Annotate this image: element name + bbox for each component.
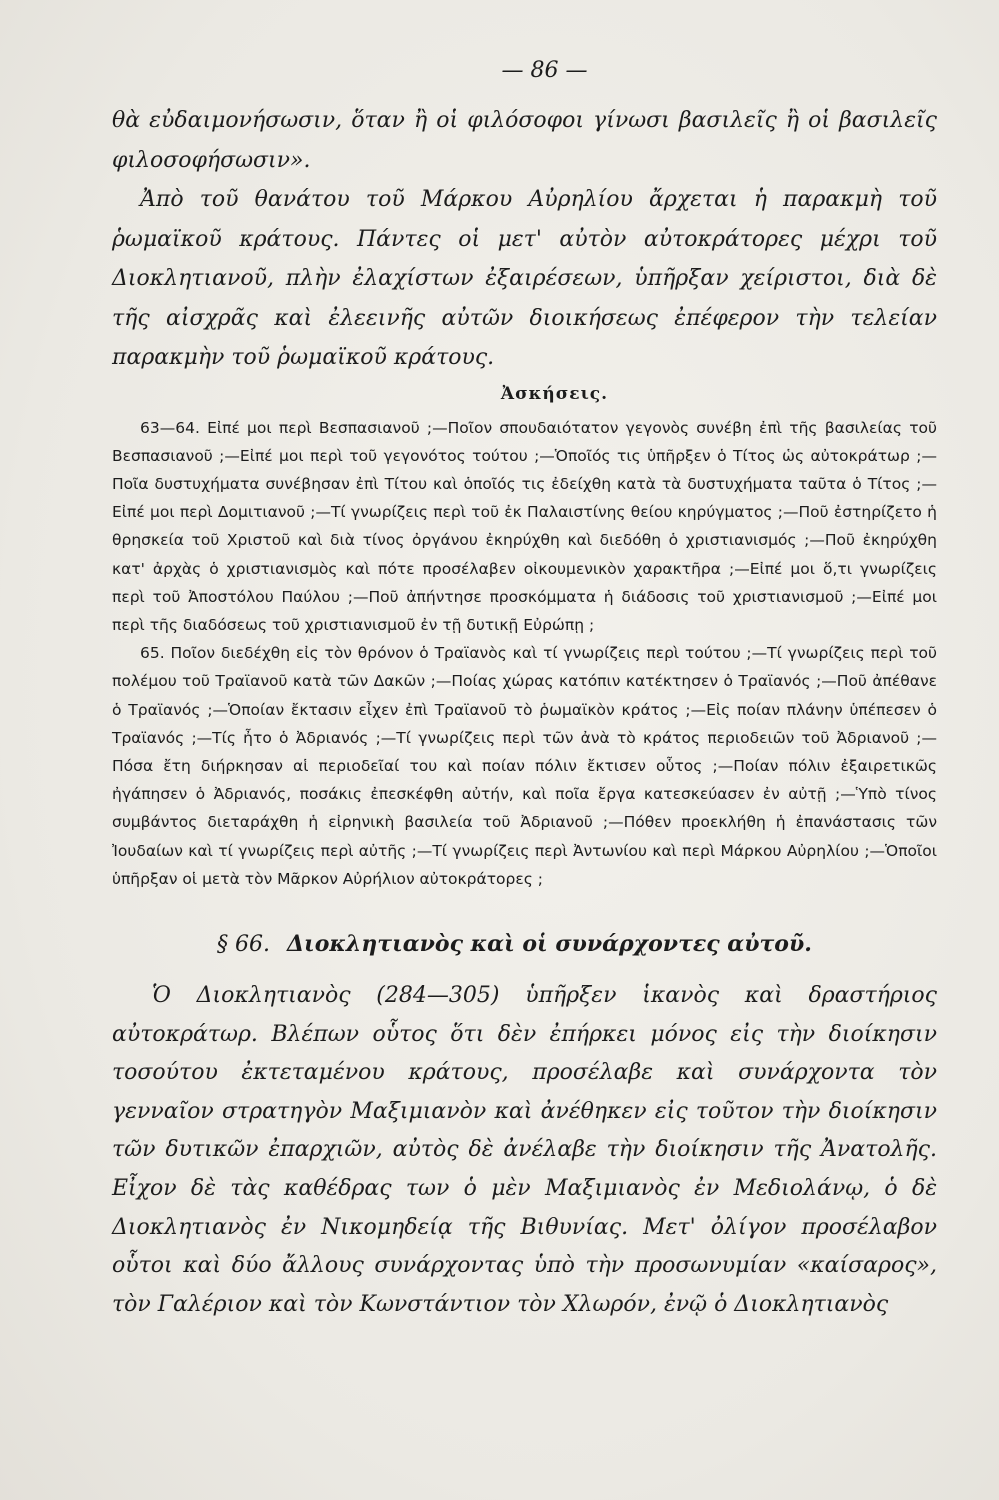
section-body: Ὁ Διοκλητιανὸς (284—305) ὑπῆρξεν ἱκανὸς καὶ δραστήριος αὐτοκράτωρ. Βλέπων οὗτος ὅτι δὲν ἐπήρκει μόνος εἰς τὴν διοίκησιν τοσούτου ἐκτεταμένου κράτους, προσέλαβε καὶ συνάρχοντα τὸν γενναῖον στρατηγὸν Μαξιμιανὸν καὶ ἀνέθηκεν εἰς τοῦτον τὴν διοίκησιν τῶν δυτικῶν ἐπαρχιῶν, αὐτὸς δὲ ἀνέλαβε τὴν διοίκησιν τῆς Ἀνατολῆς. Εἶχον δὲ τὰς καθέδρας των ὁ μὲν Μαξιμιανὸς ἐν Μεδιολάνῳ, ὁ δὲ Διοκλητιανὸς ἐν Νικομηδείᾳ τῆς Βιθυνίας. Μετ' ὀλίγον προσέλαβον οὗτοι καὶ δύο ἄλλους συνάρχοντας ὑπὸ τὴν προσωνυμίαν «καίσαρος», τὸν Γαλέριον καὶ τὸν Κωνστάντιον τὸν Χλωρόν, ἐνῷ ὁ Διοκλητιανὸς [112,982,937,1317]
exercise-paragraph: 65. Ποῖον διεδέχθη εἰς τὸν θρόνον ὁ Τραϊανὸς καὶ τί γνωρίζεις περὶ τούτου ;—Τί γνωρίζεις περὶ τοῦ πολέμου τοῦ Τραϊανοῦ κατὰ τῶν Δακῶν ;—Ποίας χώρας κατόπιν κατέκτησεν ὁ Τραϊανός ;—Ποῦ ἀπέθανε ὁ Τραϊανός ;—Ὁποίαν ἔκτασιν εἶχεν ἐπὶ Τραϊανοῦ τὸ ῥωμαϊκὸν κράτος ;—Εἰς ποίαν πλάνην ὑπέπεσεν ὁ Τραϊανός ;—Τίς ἦτο ὁ Ἀδριανός ;—Τί γνωρίζεις περὶ τῶν ἀνὰ τὸ κράτος περιοδειῶν τοῦ Ἀδριανοῦ ;—Πόσα ἔτη διήρκησαν αἱ περιοδεῖαί του καὶ ποίαν πόλιν ἔκτισεν οὗτος ;—Ποίαν πόλιν ἐξαιρετικῶς ἠγάπησεν ὁ Ἀδριανός, ποσάκις ἐπεσκέφθη αὐτήν, καὶ ποῖα ἔργα κατεσκεύασεν ἐν αὐτῇ ;—Ὑπὸ τίνος συμβάντος διεταράχθη ἡ εἰρηνικὴ βασιλεία τοῦ Ἀδριανοῦ ;—Πόθεν προεκλήθη ἡ ἐπανάστασις τῶν Ἰουδαίων καὶ τί γνωρίζεις περὶ αὐτῆς ;—Τί γνωρίζεις περὶ Ἀντωνίου καὶ περὶ Μάρκου Αὐρηλίου ;—Ὁποῖοι ὑπῆρξαν οἱ μετὰ τὸν Μᾶρκον Αὐρήλιον αὐτοκράτορες ; [112,644,937,888]
section-heading [217,931,937,957]
section-title: Διοκλητιανὸς καὶ οἱ συνάρχοντες αὐτοῦ. [286,930,812,957]
section-number: § 66. [217,931,270,957]
exercise-paragraph: 63—64. Εἰπέ μοι περὶ Βεσπασιανοῦ ;—Ποῖον σπουδαιότατον γεγονὸς συνέβη ἐπὶ τῆς βασιλείας τοῦ Βεσπασιανοῦ ;—Εἰπέ μοι περὶ τοῦ γεγονότος τούτου ;—Ὁποῖός τις ὑπῆρξεν ὁ Τίτος ὡς αὐτοκράτωρ ;—Ποῖα δυστυχήματα συνέβησαν ἐπὶ Τίτου καὶ ὁποῖός τις ἐδείχθη κατὰ τὰ δυστυχήματα ταῦτα ὁ Τίτος ;—Εἰπέ μοι περὶ Δομιτιανοῦ ;—Τί γνωρίζεις περὶ τοῦ ἐκ Παλαιστίνης θείου κηρύγματος ;—Ποῦ ἐστηρίζετο ἡ θρησκεία τοῦ Χριστοῦ καὶ διὰ τίνος ὀργάνου ἐκηρύχθη καὶ διεδόθη ὁ χριστιανισμός ;—Ποῦ ἐκηρύχθη κατ' ἀρχὰς ὁ χριστιανισμὸς καὶ πότε προσέλαβεν οἰκουμενικὸν χαρακτῆρα ;—Εἰπέ μοι ὅ,τι γνωρίζεις περὶ τοῦ Ἀποστόλου Παύλου ;—Ποῦ ἀπήντησε προσκόμματα ἡ διάδοσις τοῦ χριστιανισμοῦ ;—Εἰπέ μοι περὶ τῆς διαδόσεως τοῦ χριστιανισμοῦ ἐν τῇ δυτικῇ Εὐρώπῃ ; [112,418,937,634]
intro-paragraph: θὰ εὐδαιμονήσωσιν, ὅταν ἢ οἱ φιλόσοφοι γίνωσι βασιλεῖς ἢ οἱ βασιλεῖς φιλοσοφήσωσιν». [112,108,937,173]
exercises-heading: Ἀσκήσεις. [500,383,609,404]
page-number: — 86 — [501,58,588,83]
intro-text [112,101,937,378]
intro-paragraph: Ἀπὸ τοῦ θανάτου τοῦ Μάρκου Αὐρηλίου ἄρχεται ἡ παρακμὴ τοῦ ῥωμαϊκοῦ κράτους. Πάντες οἱ μετ' αὐτὸν αὐτοκράτορες μέχρι τοῦ Διοκλητιανοῦ, πλὴν ἐλαχίστων ἐξαιρέσεων, ὑπῆρξαν χείριστοι, διὰ δὲ τῆς αἰσχρᾶς καὶ ἐλεεινῆς αὐτῶν διοικήσεως ἐπέφερον τὴν τελείαν παρακμὴν τοῦ ῥωμαϊκοῦ κράτους. [112,187,937,370]
